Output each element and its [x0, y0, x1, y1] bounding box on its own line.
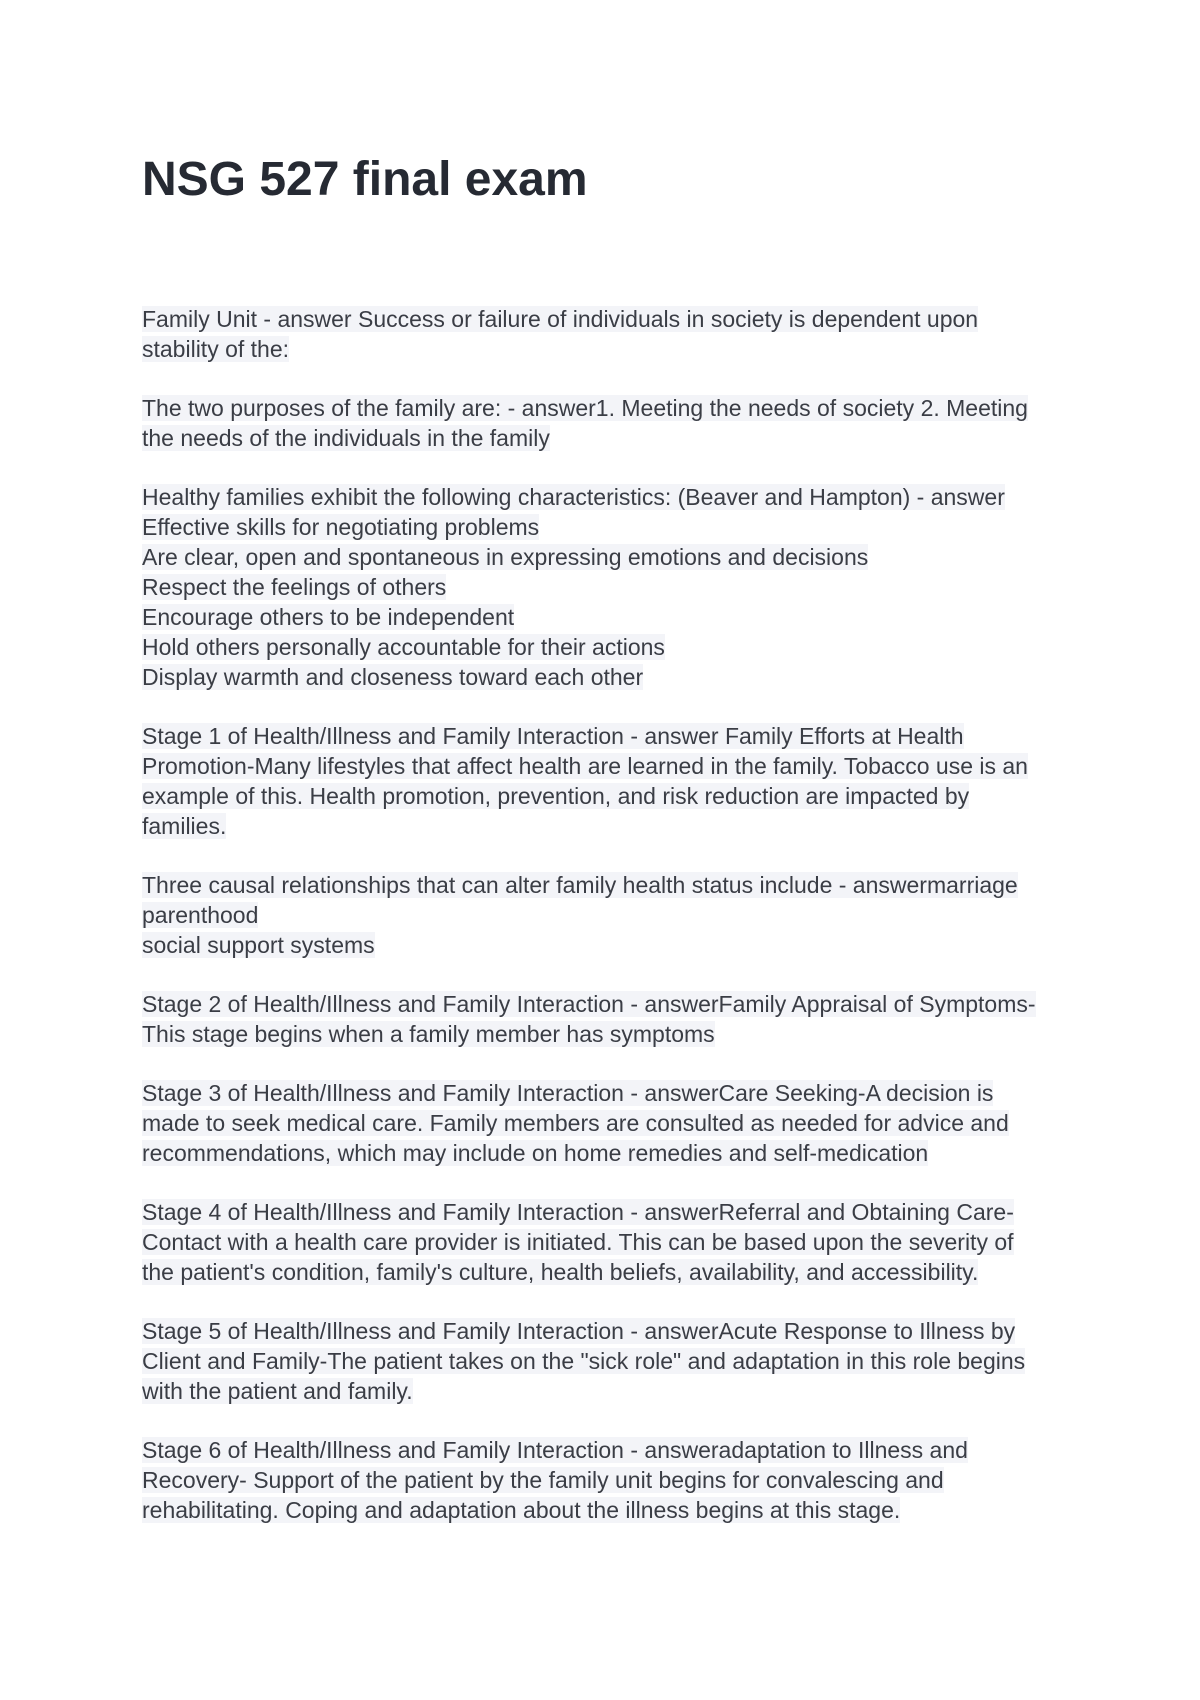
entry-line [142, 1197, 1082, 1227]
entry-line-text: Stage 2 of Health/Illness and Family Interaction - answerFamily Appraisal of Symptoms- [142, 991, 1036, 1017]
entry-line-text: Stage 1 of Health/Illness and Family Interaction - answer Family Efforts at Health [142, 723, 964, 749]
entry-line-text: Hold others personally accountable for their actions [142, 634, 665, 660]
entry-line [142, 1108, 1082, 1138]
entry-line [142, 482, 1082, 512]
entry-line-text: This stage begins when a family member has symptoms [142, 1021, 715, 1047]
entry-line [142, 721, 1082, 751]
qa-entry [142, 1316, 1082, 1406]
entry-line-text: Stage 3 of Health/Illness and Family Interaction - answerCare Seeking-A decision is [142, 1080, 994, 1106]
entry-line-text: Stage 5 of Health/Illness and Family Interaction - answerAcute Response to Illness by [142, 1318, 1016, 1344]
entry-line [142, 1376, 1082, 1406]
entry-line [142, 542, 1082, 572]
entry-line-text: Effective skills for negotiating problems [142, 514, 540, 540]
entry-line-text: Three causal relationships that can alter family health status include - answermarriage [142, 872, 1018, 898]
entry-line-text: with the patient and family. [142, 1378, 413, 1404]
entry-list [142, 304, 1082, 1554]
entry-line-text: Client and Family-The patient takes on the "sick role" and adaptation in this role begins [142, 1348, 1026, 1374]
entry-line [142, 602, 1082, 632]
entry-line [142, 512, 1082, 542]
entry-line [142, 304, 1082, 334]
entry-line-text: Family Unit - answer Success or failure of individuals in society is dependent upon [142, 306, 979, 332]
entry-line-text: Promotion-Many lifestyles that affect health are learned in the family. Tobacco use is an [142, 753, 1028, 779]
entry-line-text: Recovery- Support of the patient by the family unit begins for convalescing and [142, 1467, 944, 1493]
entry-line [142, 930, 1082, 960]
entry-line [142, 900, 1082, 930]
entry-line-text: Stage 6 of Health/Illness and Family Interaction - answeradaptation to Illness and [142, 1437, 968, 1463]
entry-line-text: The two purposes of the family are: - answer1. Meeting the needs of society 2. Meeting [142, 395, 1028, 421]
entry-line [142, 1495, 1082, 1525]
entry-line-text: families. [142, 813, 227, 839]
entry-line-text: Respect the feelings of others [142, 574, 447, 600]
entry-line-text: Healthy families exhibit the following characteristics: (Beaver and Hampton) - answer [142, 484, 1005, 510]
entry-line [142, 1316, 1082, 1346]
entry-line-text: Display warmth and closeness toward each other [142, 664, 644, 690]
entry-line-text: the patient's condition, family's culture, health beliefs, availability, and accessibility. [142, 1259, 979, 1285]
entry-line-text: rehabilitating. Coping and adaptation about the illness begins at this stage. [142, 1497, 901, 1523]
entry-line-text: made to seek medical care. Family members are consulted as needed for advice and [142, 1110, 1009, 1136]
entry-line-text: parenthood [142, 902, 259, 928]
entry-line [142, 1138, 1082, 1168]
entry-line [142, 632, 1082, 662]
entry-line [142, 393, 1082, 423]
entry-line [142, 781, 1082, 811]
entry-line-text: recommendations, which may include on home remedies and self-medication [142, 1140, 929, 1166]
entry-line [142, 989, 1082, 1019]
qa-entry [142, 1078, 1082, 1168]
entry-line [142, 1227, 1082, 1257]
qa-entry [142, 304, 1082, 364]
qa-entry [142, 1435, 1082, 1525]
entry-line [142, 1465, 1082, 1495]
entry-line [142, 1346, 1082, 1376]
entry-line [142, 1019, 1082, 1049]
qa-entry [142, 393, 1082, 453]
entry-line [142, 1257, 1082, 1287]
entry-line-text: Contact with a health care provider is initiated. This can be based upon the severity of [142, 1229, 1014, 1255]
entry-line [142, 572, 1082, 602]
qa-entry [142, 721, 1082, 841]
entry-line-text: stability of the: [142, 336, 290, 362]
page-title: NSG 527 final exam [142, 153, 588, 206]
entry-line-text: social support systems [142, 932, 375, 958]
entry-line-text: Encourage others to be independent [142, 604, 515, 630]
entry-line [142, 662, 1082, 692]
qa-entry [142, 989, 1082, 1049]
entry-line [142, 423, 1082, 453]
entry-line [142, 1435, 1082, 1465]
entry-line [142, 1078, 1082, 1108]
entry-line [142, 334, 1082, 364]
entry-line [142, 870, 1082, 900]
entry-line-text: the needs of the individuals in the family [142, 425, 550, 451]
entry-line-text: Are clear, open and spontaneous in expressing emotions and decisions [142, 544, 869, 570]
entry-line-text: example of this. Health promotion, prevention, and risk reduction are impacted by [142, 783, 970, 809]
entry-line [142, 811, 1082, 841]
entry-line-text: Stage 4 of Health/Illness and Family Interaction - answerReferral and Obtaining Care- [142, 1199, 1014, 1225]
entry-line [142, 751, 1082, 781]
qa-entry [142, 1197, 1082, 1287]
qa-entry [142, 870, 1082, 960]
qa-entry [142, 482, 1082, 692]
